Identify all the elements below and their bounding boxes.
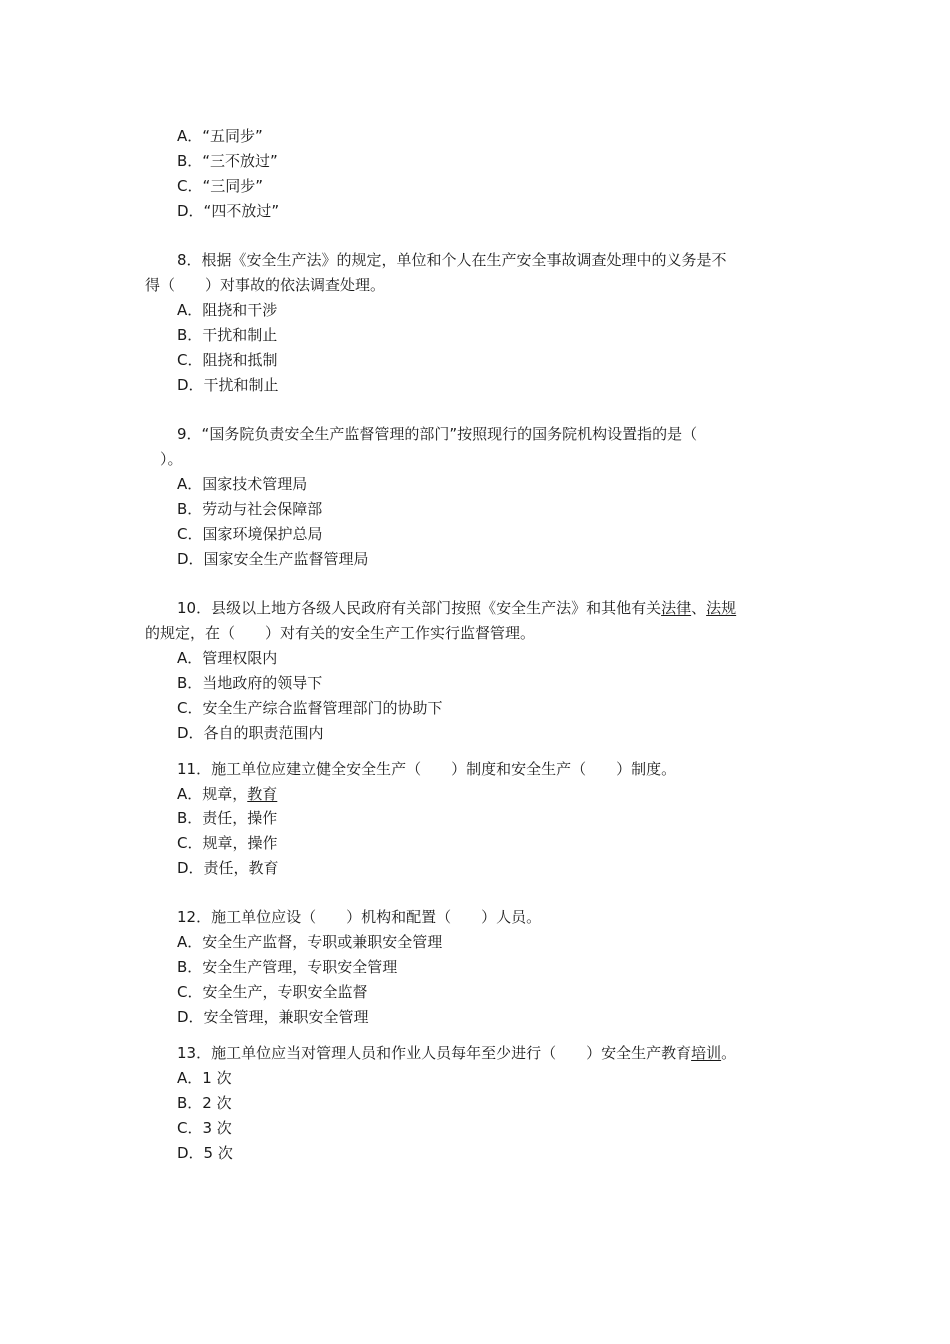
q10-link-law[interactable]: 法律 [661,599,692,617]
q7-option-d: D．“四不放过” [177,202,280,220]
q12-option-c: C．安全生产，专职安全监督 [177,983,368,1001]
q10-stem-line2: 的规定，在（ ）对有关的安全生产工作实行监督管理。 [145,624,536,642]
q11-link-education[interactable]: 教育 [247,785,278,803]
q9-option-d: D．国家安全生产监督管理局 [177,550,369,568]
q10-link-regulation[interactable]: 法规 [706,599,737,617]
q8-option-d: D．干扰和制止 [177,376,279,394]
q7-option-b: B．“三不放过” [177,152,278,170]
q9-option-c: C．国家环境保护总局 [177,525,323,543]
q8-option-c: C．阻挠和抵制 [177,351,278,369]
q10-option-b: B．当地政府的领导下 [177,674,323,692]
q11-option-a-text: A．规章， [177,785,248,803]
q13-stem-end: 。 [721,1044,737,1062]
q7-option-a: A．“五同步” [177,127,263,145]
q13-option-a: A．1 次 [177,1069,232,1087]
q7-option-c: C．“三同步” [177,177,264,195]
q12-option-d: D．安全管理，兼职安全管理 [177,1008,369,1026]
q8-stem-line2: 得（ ）对事故的依法调查处理。 [145,276,386,294]
q10-stem-line1 [177,598,736,618]
q10-option-d: D．各自的职责范围内 [177,724,324,742]
q9-stem-line1: 9．“国务院负责安全生产监督管理的部门”按照现行的国务院机构设置指的是（ [177,425,698,443]
q11-stem-line1: 11．施工单位应建立健全安全生产（ ）制度和安全生产（ ）制度。 [177,760,677,778]
q13-option-c: C．3 次 [177,1119,232,1137]
q11-option-d: D．责任，教育 [177,859,279,877]
q13-option-b: B．2 次 [177,1094,232,1112]
q9-option-a: A．国家技术管理局 [177,475,308,493]
q10-option-a: A．管理权限内 [177,649,278,667]
q13-stem-line1 [177,1043,736,1063]
q13-link-training[interactable]: 培训 [691,1044,722,1062]
q9-option-b: B．劳动与社会保障部 [177,500,323,518]
q13-stem-text: 13．施工单位应当对管理人员和作业人员每年至少进行（ ）安全生产教育 [177,1044,692,1062]
q11-option-c: C．规章，操作 [177,834,278,852]
q8-stem-line1: 8．根据《安全生产法》的规定，单位和个人在生产安全事故调查处理中的义务是不 [177,251,727,269]
q10-stem-text: 10．县级以上地方各级人民政府有关部门按照《安全生产法》和其他有关 [177,599,662,617]
q8-option-b: B．干扰和制止 [177,326,278,344]
q12-option-a: A．安全生产监督，专职或兼职安全管理 [177,933,443,951]
q9-stem-line2: ）。 [145,450,183,468]
q11-option-b: B．责任，操作 [177,809,278,827]
q12-stem-line1: 12．施工单位应设（ ）机构和配置（ ）人员。 [177,908,542,926]
q10-option-c: C．安全生产综合监督管理部门的协助下 [177,699,443,717]
q12-option-b: B．安全生产管理，专职安全管理 [177,958,398,976]
q11-option-a [177,784,277,804]
q8-option-a: A．阻挠和干涉 [177,301,278,319]
q10-separator: 、 [691,599,707,617]
q13-option-d: D．5 次 [177,1144,233,1162]
